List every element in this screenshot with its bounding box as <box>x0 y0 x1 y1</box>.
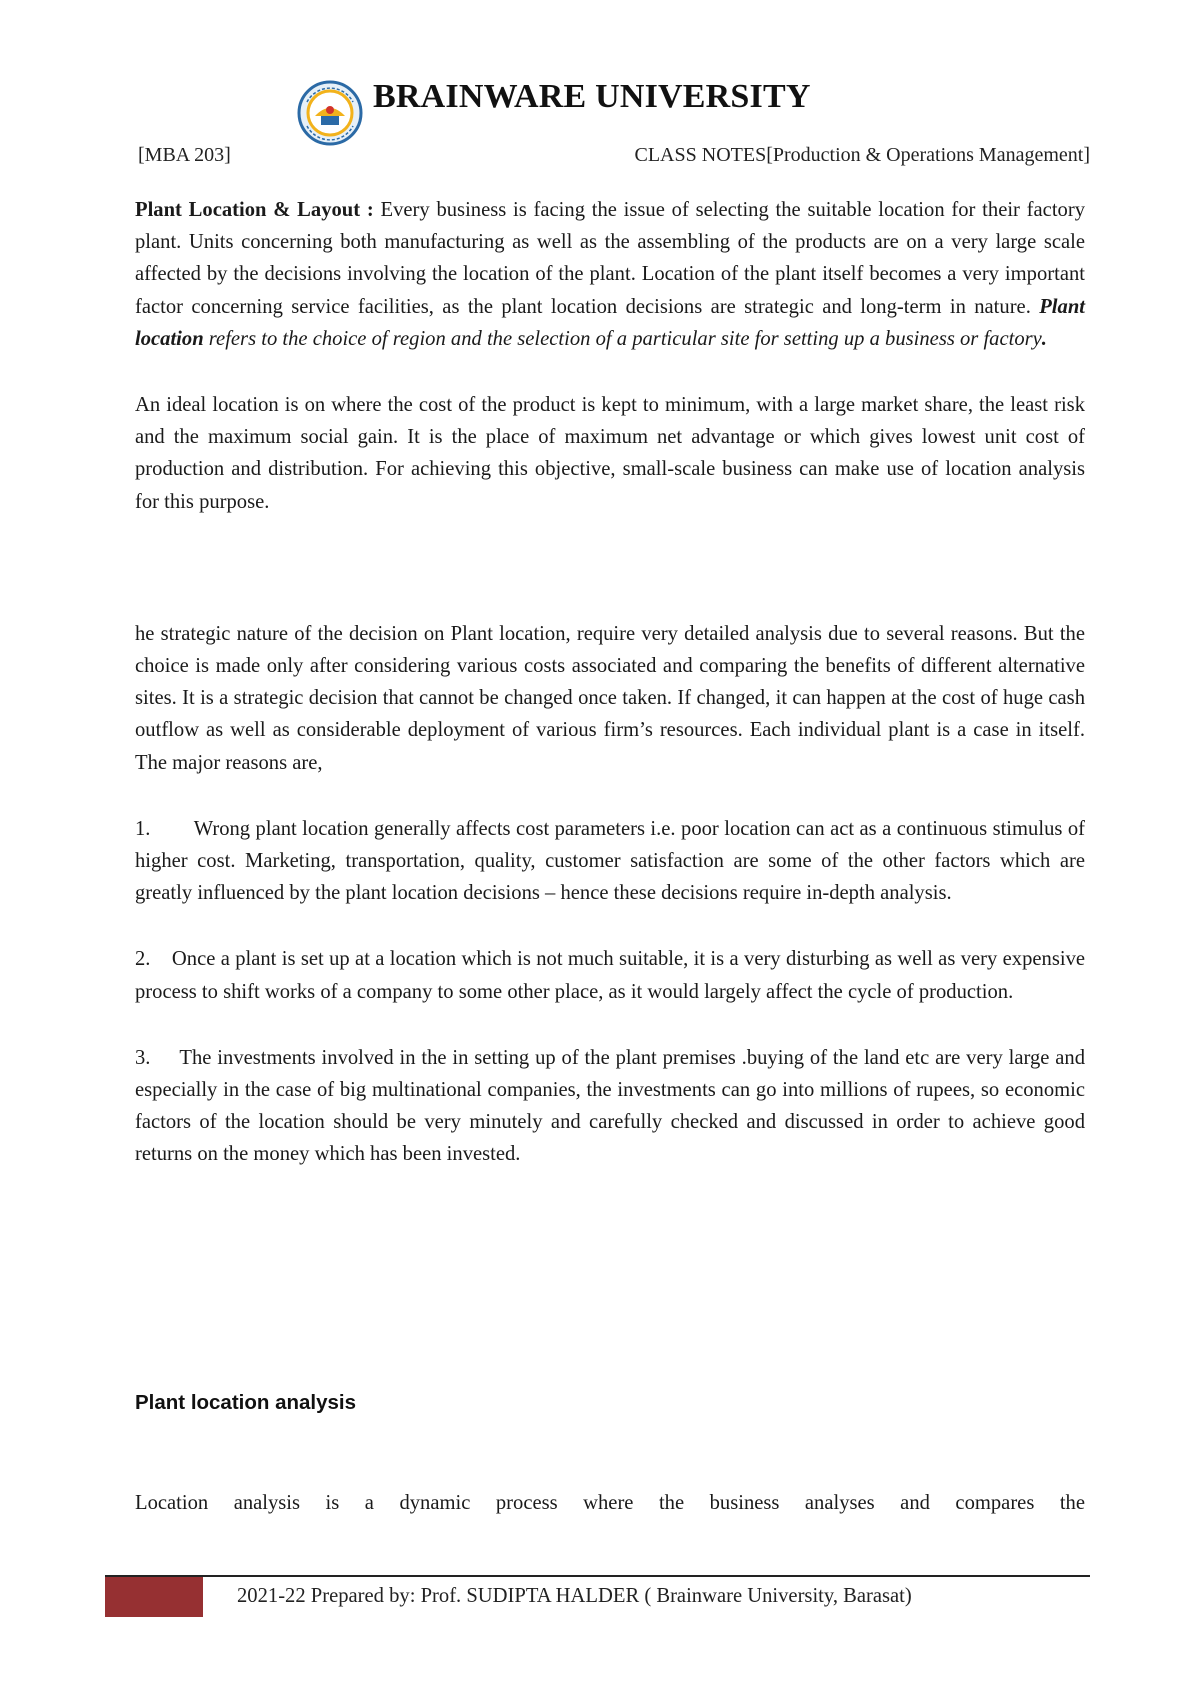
reason-item-2 <box>135 943 1085 1007</box>
footer-accent-block <box>105 1577 203 1617</box>
definition-text: refers to the choice of region and the selection of a particular site for setting up a business or factory <box>203 327 1042 350</box>
reason-number: 2. <box>135 948 151 971</box>
footer-credit: 2021-22 Prepared by: Prof. SUDIPTA HALDER ( Brainware University, Barasat) <box>237 1585 912 1607</box>
intro-lead: Plant Location & Layout : <box>135 199 374 221</box>
reason-number: 1. <box>135 817 151 840</box>
reason-item-3 <box>135 1042 1085 1171</box>
reason-item-1 <box>135 813 1085 910</box>
intro-text: Every business is facing the issue of selecting the suitable location for their factory plant. Units concerning both manufacturing as well as the assembling of the products are on a very large scale affected by the decisions involving the location of the plant. Location of the plant itself becomes a very important factor concerning service facilities, as the plant location decisions are strategic and long-term in nature. <box>135 199 1085 318</box>
course-code: [MBA 203] <box>138 144 231 166</box>
location-analysis-paragraph: Location analysis is a dynamic process where the business analyses and compares the <box>135 1492 1085 1514</box>
definition-term: Plant location <box>135 295 1085 350</box>
section-heading: Plant location analysis <box>135 1391 357 1414</box>
strategic-nature-paragraph: he strategic nature of the decision on Plant location, require very detailed analysis due to several reasons. But the choice is made only after considering various costs associated and comparing the benefits of different alternative sites. It is a strategic decision that cannot be changed once taken. If changed, it can happen at the cost of huge cash outflow as well as considerable deployment of various firm’s resources. Each individual plant is a case in itself. The major reasons are, <box>135 622 1085 774</box>
university-name: BRAINWARE UNIVERSITY <box>373 78 811 115</box>
reason-text: Once a plant is set up at a location which is not much suitable, it is a very disturbing as well as very expensive process to shift works of a company to some other place, as it would largely affect the cycle of production. <box>135 948 1086 1003</box>
reason-text: Wrong plant location generally affects cost parameters i.e. poor location can act as a continuous stimulus of higher cost. Marketing, transportation, quality, customer satisfaction are some of the other factors which are greatly influenced by the plant location decisions – hence these decisions require in-depth analysis. <box>135 817 1085 905</box>
class-notes-title: CLASS NOTES[Production & Operations Management] <box>634 144 1090 166</box>
reason-text: The investments involved in the in setting up of the plant premises .buying of the land etc are very large and especially in the case of big multinational companies, the investments can go into millions of rupees, so economic factors of the location should be very minutely and carefully checked and discussed in order to achieve good returns on the money which has been invested. <box>135 1046 1085 1166</box>
ideal-location-paragraph: An ideal location is on where the cost of the product is kept to minimum, with a large market share, the least risk and the maximum social gain. It is the place of maximum net advantage or which gives lowest unit cost of production and distribution. For achieving this objective, small-scale business can make use of location analysis for this purpose. <box>135 394 1085 513</box>
reason-number: 3. <box>135 1046 151 1069</box>
footer-divider <box>105 1575 1090 1577</box>
definition-end: . <box>1041 327 1047 350</box>
university-seal-icon <box>295 80 365 146</box>
intro-paragraph <box>135 194 1085 355</box>
document-body <box>135 194 1085 1171</box>
page-header <box>295 78 855 148</box>
